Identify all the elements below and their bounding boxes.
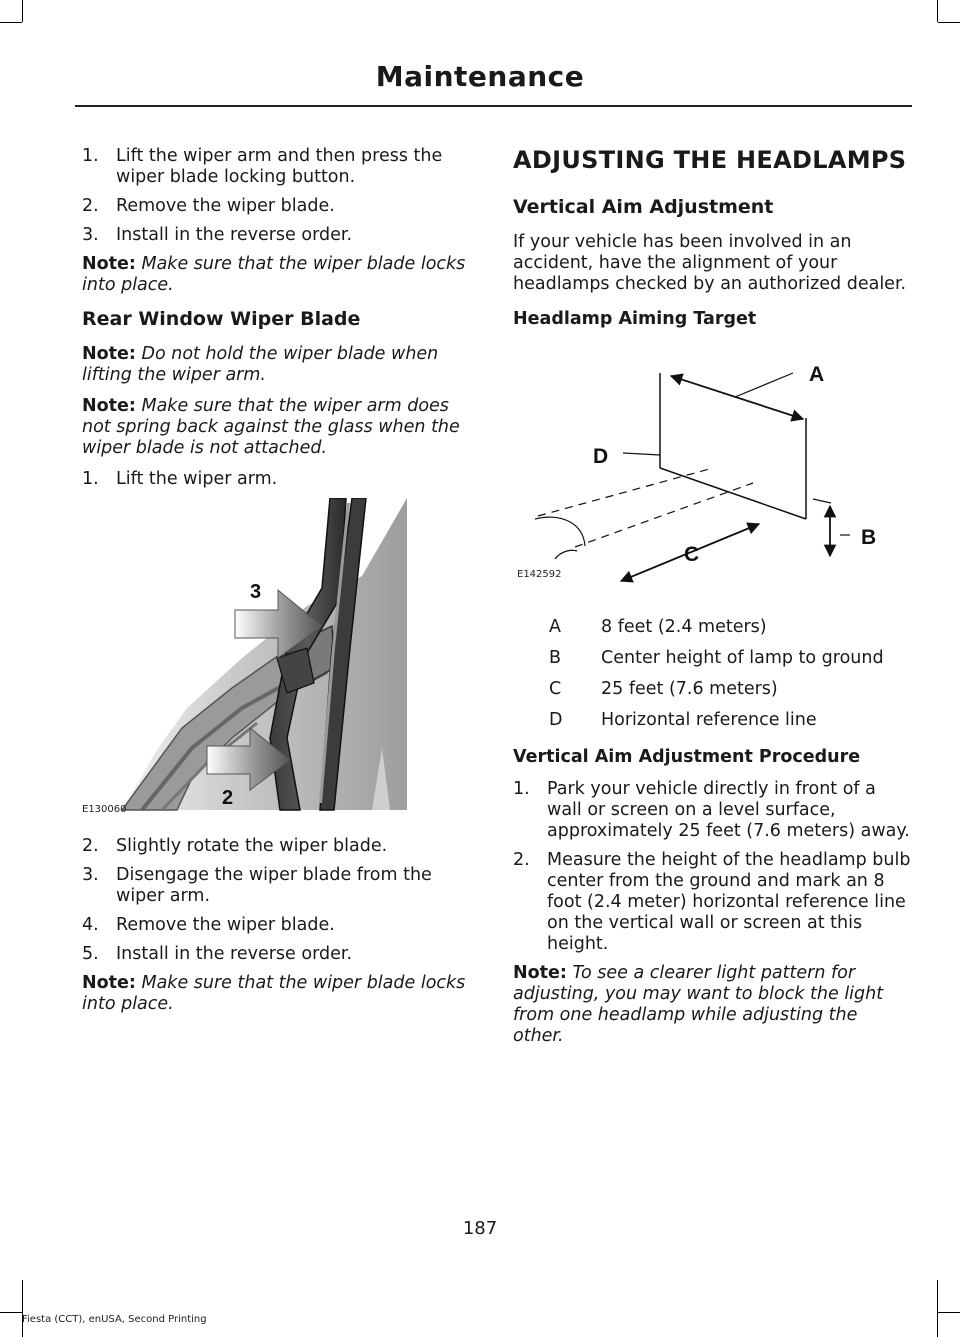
crop-mark <box>938 1312 960 1313</box>
legend-row <box>513 648 913 669</box>
note <box>82 396 477 459</box>
header-divider <box>75 105 912 107</box>
crop-mark <box>22 0 23 22</box>
section-heading: Rear Window Wiper Blade <box>82 308 361 330</box>
page-number: 187 <box>462 1218 498 1239</box>
wiper-illustration <box>82 498 477 818</box>
list-item <box>513 779 913 842</box>
note-label: Note: <box>82 973 136 993</box>
list-number: 3. <box>82 225 99 245</box>
headlamp-drawing <box>513 341 908 591</box>
note-label: Note: <box>82 254 136 274</box>
note <box>82 344 477 386</box>
legend-row <box>513 617 913 638</box>
crop-mark <box>0 1312 22 1313</box>
footer-text: Fiesta (CCT), enUSA, Second Printing <box>22 1314 207 1325</box>
list-text: Measure the height of the headlamp bulb center from the ground and mark an 8 foot (2.4 meter) horizontal reference line on the vertical wall or screen at this height. <box>547 850 911 954</box>
note <box>82 254 477 296</box>
note-label: Note: <box>513 963 567 983</box>
list-item <box>82 196 477 217</box>
crop-mark <box>0 22 22 23</box>
list-item <box>513 850 913 955</box>
note <box>513 963 913 1047</box>
crop-mark <box>937 1280 938 1337</box>
diagram-label-a: A <box>809 363 825 386</box>
list-item <box>82 836 477 857</box>
list-number: 1. <box>82 146 99 166</box>
note <box>82 973 477 1015</box>
page-title: Maintenance <box>375 60 585 93</box>
list-number: 5. <box>82 944 99 964</box>
crop-mark <box>937 0 938 22</box>
intro-paragraph: If your vehicle has been involved in an accident, have the alignment of your headlamps checked by an authorized dealer. <box>513 232 907 294</box>
callout-3: 3 <box>250 581 262 603</box>
note-label: Note: <box>82 344 136 364</box>
list-number: 3. <box>82 865 99 885</box>
legend-value: 25 feet (7.6 meters) <box>601 679 778 699</box>
right-column <box>513 146 913 1057</box>
main-heading: ADJUSTING THE HEADLAMPS <box>513 146 907 174</box>
list-text: Park your vehicle directly in front of a wall or screen on a level surface, approximately 25 feet (7.6 meters) away. <box>547 779 910 841</box>
note-text: Make sure that the wiper arm does not spring back against the glass when the wiper blade is not attached. <box>82 396 460 458</box>
list-text: Slightly rotate the wiper blade. <box>116 836 388 856</box>
list-text: Lift the wiper arm. <box>116 469 278 489</box>
figure-heading: Headlamp Aiming Target <box>513 309 757 329</box>
list-item <box>82 225 477 246</box>
headlamp-target-diagram <box>513 341 908 591</box>
list-item <box>82 865 477 907</box>
legend-row <box>513 710 913 731</box>
list-number: 2. <box>82 196 99 216</box>
figure-code: E130060 <box>82 804 127 815</box>
list-number: 1. <box>513 779 530 799</box>
legend-key: A <box>549 617 561 637</box>
list-text: Install in the reverse order. <box>116 225 353 245</box>
list-number: 1. <box>82 469 99 489</box>
list-text: Lift the wiper arm and then press the wiper blade locking button. <box>116 146 443 187</box>
note-text: Make sure that the wiper blade locks into place. <box>82 254 466 295</box>
list-item <box>82 915 477 936</box>
list-text: Remove the wiper blade. <box>116 196 335 216</box>
note-label: Note: <box>82 396 136 416</box>
legend-key: B <box>549 648 562 668</box>
note-text: Do not hold the wiper blade when lifting the wiper arm. <box>82 344 439 385</box>
wiper-drawing <box>82 498 477 818</box>
list-item <box>82 469 477 490</box>
legend-value: Center height of lamp to ground <box>601 648 884 668</box>
legend-value: Horizontal reference line <box>601 710 817 730</box>
list-text: Disengage the wiper blade from the wiper arm. <box>116 865 432 906</box>
diagram-label-c: C <box>684 543 700 566</box>
diagram-label-d: D <box>593 445 609 468</box>
diagram-label-b: B <box>861 526 877 549</box>
legend-value: 8 feet (2.4 meters) <box>601 617 767 637</box>
list-text: Remove the wiper blade. <box>116 915 335 935</box>
figure-code: E142592 <box>517 569 562 580</box>
crop-mark <box>938 22 960 23</box>
list-number: 4. <box>82 915 99 935</box>
legend-key: D <box>549 710 563 730</box>
callout-2: 2 <box>222 787 234 809</box>
left-column <box>82 146 477 1025</box>
note-text: To see a clearer light pattern for adjusting, you may want to block the light from one headlamp while adjusting the other. <box>513 963 884 1046</box>
section-heading: Vertical Aim Adjustment <box>513 196 774 218</box>
procedure-heading: Vertical Aim Adjustment Procedure <box>513 747 861 767</box>
legend-key: C <box>549 679 562 699</box>
list-number: 2. <box>82 836 99 856</box>
list-number: 2. <box>513 850 530 870</box>
legend-row <box>513 679 913 700</box>
note-text: Make sure that the wiper blade locks into place. <box>82 973 466 1014</box>
crop-mark <box>22 1280 23 1337</box>
list-item <box>82 146 477 188</box>
list-item <box>82 944 477 965</box>
list-text: Install in the reverse order. <box>116 944 353 964</box>
